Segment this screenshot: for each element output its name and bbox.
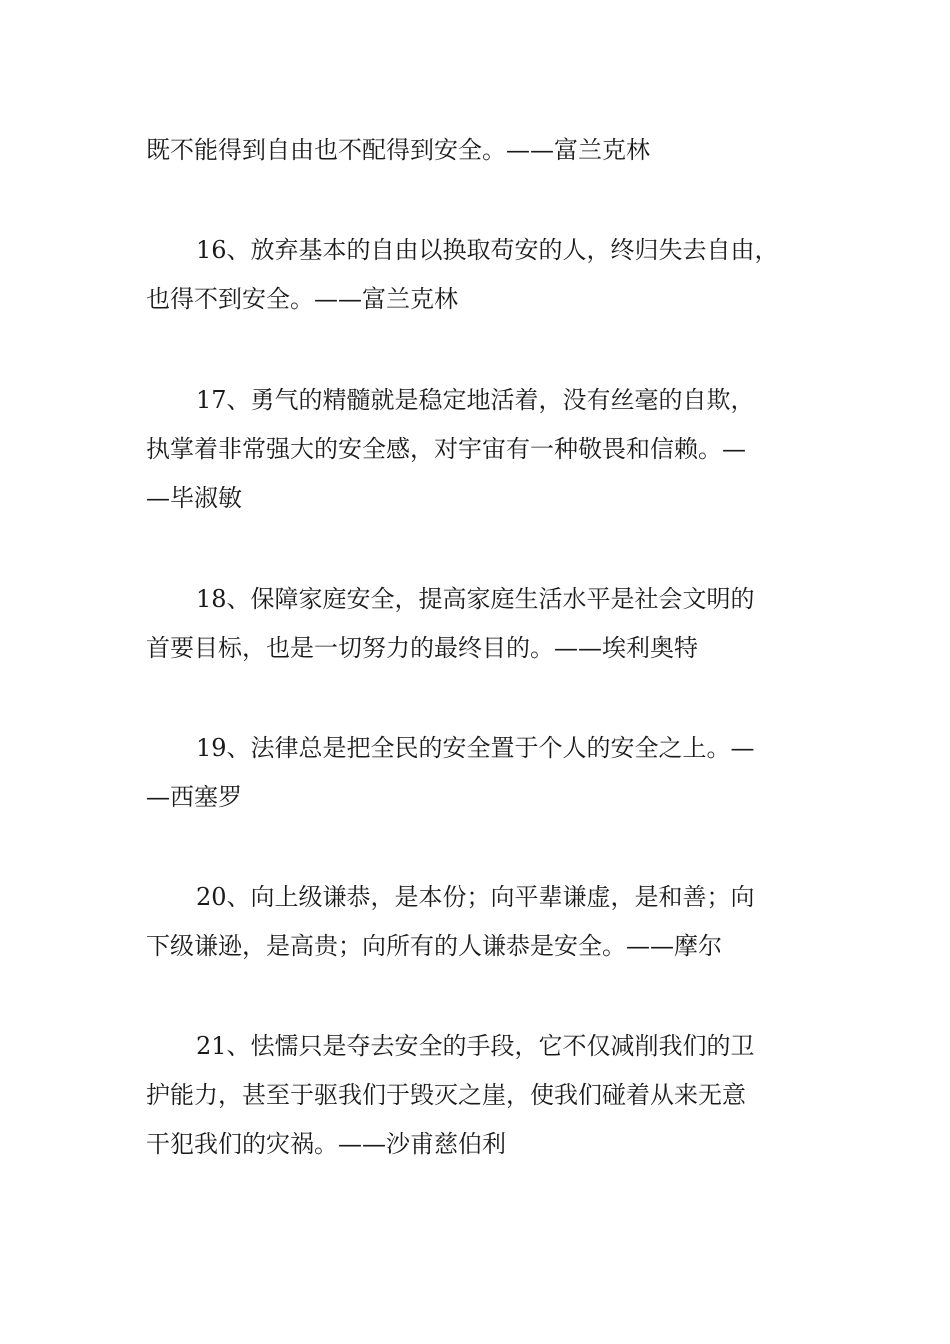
text-line: 首要目标，也是一切努力的最终目的。——埃利奥特 bbox=[146, 634, 698, 662]
paragraph-17 bbox=[146, 376, 826, 523]
text-line: 执掌着非常强大的安全感，对宇宙有一种敬畏和信赖。— bbox=[146, 435, 746, 463]
text-line: 19、法律总是把全民的安全置于个人的安全之上。— bbox=[196, 734, 755, 762]
paragraph-19 bbox=[146, 724, 826, 822]
text-line: —毕淑敏 bbox=[146, 484, 242, 512]
text-line: 21、怯懦只是夺去安全的手段，它不仅减削我们的卫 bbox=[196, 1032, 755, 1060]
text-line: 干犯我们的灾祸。——沙甫慈伯利 bbox=[146, 1130, 506, 1158]
paragraph-18 bbox=[146, 575, 826, 673]
text-line: 护能力，甚至于驱我们于毁灭之崖，使我们碰着从来无意 bbox=[146, 1081, 746, 1109]
paragraph-15-tail bbox=[146, 126, 826, 175]
paragraph-21 bbox=[146, 1022, 826, 1169]
text-line: 18、保障家庭安全，提高家庭生活水平是社会文明的 bbox=[196, 585, 755, 613]
text-line: 17、勇气的精髓就是稳定地活着，没有丝毫的自欺， bbox=[196, 386, 755, 414]
text-line: 也得不到安全。——富兰克林 bbox=[146, 285, 458, 313]
text-line: 20、向上级谦恭，是本份；向平辈谦虚，是和善；向 bbox=[196, 883, 755, 911]
paragraph-20 bbox=[146, 873, 826, 971]
paragraph-16 bbox=[146, 226, 826, 324]
text-line: —西塞罗 bbox=[146, 783, 242, 811]
text-line: 16、放弃基本的自由以换取苟安的人，终归失去自由， bbox=[196, 236, 779, 264]
text-line: 下级谦逊，是高贵；向所有的人谦恭是安全。——摩尔 bbox=[146, 932, 722, 960]
text-line: 既不能得到自由也不配得到安全。——富兰克林 bbox=[146, 136, 650, 164]
